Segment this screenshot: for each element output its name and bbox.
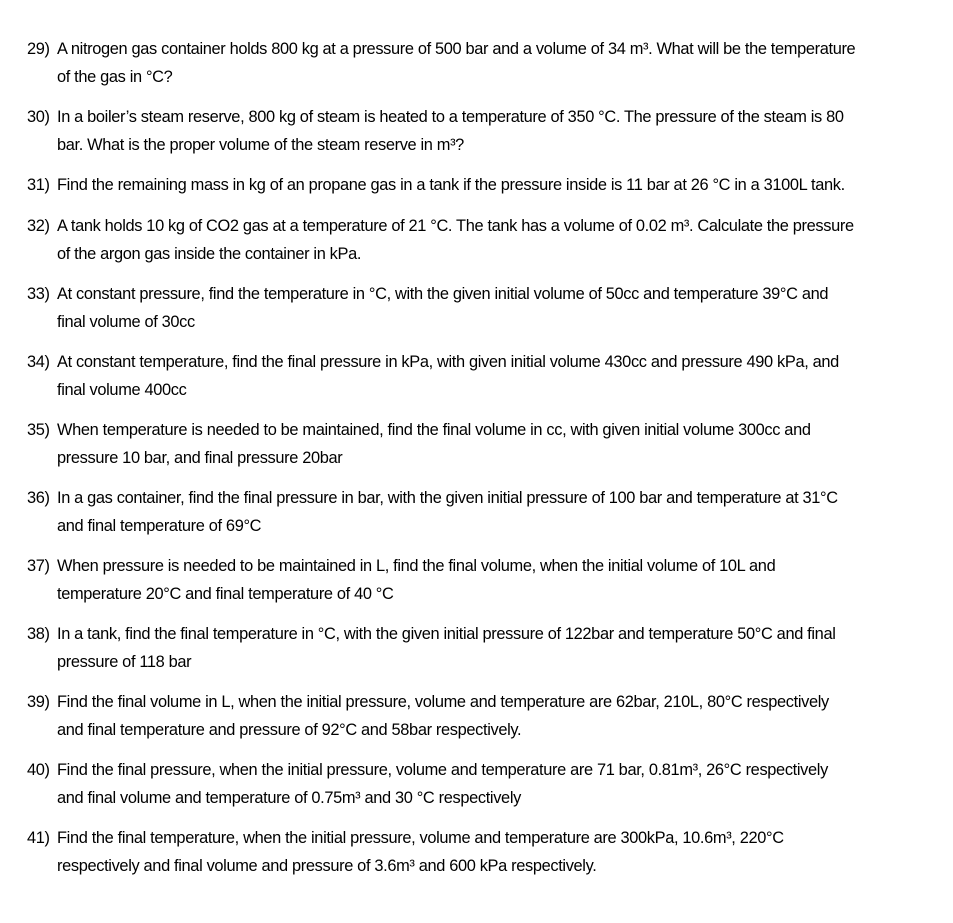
problem-text-line: In a tank, find the final temperature in °C, with the given initial pressure of 122bar and temperature 50°C and final [57, 625, 836, 643]
problem-number: 39) [27, 693, 50, 711]
problem-text [57, 281, 927, 336]
problem-item [27, 281, 927, 336]
problem-text-line: When pressure is needed to be maintained in L, find the final volume, when the initial volume of 10L and [57, 557, 776, 575]
problem-item [27, 104, 927, 159]
problem-text [57, 621, 927, 676]
problem-number: 35) [27, 421, 50, 439]
problem-text [57, 417, 927, 472]
problem-text-line: At constant temperature, find the final pressure in kPa, with given initial volume 430cc and pressure 490 kPa, and [57, 353, 839, 371]
problem-number: 40) [27, 761, 50, 779]
problem-text-line: In a boiler’s steam reserve, 800 kg of steam is heated to a temperature of 350 °C. The pressure of the steam is 80 [57, 108, 844, 126]
problem-item [27, 36, 927, 91]
problem-text-line: respectively and final volume and pressure of 3.6m³ and 600 kPa respectively. [57, 856, 597, 875]
problem-text [57, 172, 927, 200]
problem-text-line: Find the final pressure, when the initial pressure, volume and temperature are 71 bar, 0.81m³, 26°C respectively [57, 761, 828, 779]
problem-text [57, 213, 927, 268]
problem-text-line: Find the final volume in L, when the initial pressure, volume and temperature are 62bar, 210L, 80°C respectively [57, 693, 829, 711]
problem-text [57, 485, 927, 540]
problem-text-line: final volume 400cc [57, 380, 187, 399]
problem-text-line: At constant pressure, find the temperature in °C, with the given initial volume of 50cc and temperature 39°C and [57, 285, 829, 303]
problem-text [57, 825, 927, 880]
problem-text-line: final volume of 30cc [57, 312, 195, 331]
problem-text-line: A tank holds 10 kg of CO2 gas at a temperature of 21 °C. The tank has a volume of 0.02 m³. Calculate the pressure [57, 217, 854, 235]
problem-text-line: In a gas container, find the final pressure in bar, with the given initial pressure of 100 bar and temperature at 31°C [57, 489, 838, 507]
problem-number: 29) [27, 40, 50, 58]
problem-item [27, 172, 927, 200]
problem-number: 34) [27, 353, 50, 371]
problem-text-line: of the argon gas inside the container in kPa. [57, 244, 362, 263]
problem-text-line: pressure 10 bar, and final pressure 20bar [57, 448, 343, 467]
problem-text-line: Find the remaining mass in kg of an propane gas in a tank if the pressure inside is 11 bar at 26 °C in a 3100L tank. [57, 176, 845, 194]
problem-text [57, 689, 927, 744]
problem-item [27, 757, 927, 812]
problem-item [27, 621, 927, 676]
problem-text-line: Find the final temperature, when the initial pressure, volume and temperature are 300kPa, 10.6m³, 220°C [57, 829, 784, 847]
problem-number: 32) [27, 217, 50, 235]
problem-number: 41) [27, 829, 50, 847]
problem-text-line: of the gas in °C? [57, 67, 173, 86]
problem-item [27, 349, 927, 404]
problem-item [27, 417, 927, 472]
problem-text-line: pressure of 118 bar [57, 652, 192, 671]
problem-number: 31) [27, 176, 50, 194]
problem-text [57, 36, 927, 91]
problem-item [27, 485, 927, 540]
problem-text-line: temperature 20°C and final temperature of 40 °C [57, 584, 394, 603]
problem-text-line: When temperature is needed to be maintained, find the final volume in cc, with given initial volume 300cc and [57, 421, 811, 439]
problem-text [57, 757, 927, 812]
problem-text [57, 104, 927, 159]
problem-number: 38) [27, 625, 50, 643]
problem-text-line: and final temperature and pressure of 92°C and 58bar respectively. [57, 720, 522, 739]
problem-number: 36) [27, 489, 50, 507]
problem-item [27, 213, 927, 268]
problem-item [27, 689, 927, 744]
problem-text-line: and final temperature of 69°C [57, 516, 262, 535]
problem-number: 30) [27, 108, 50, 126]
problem-text [57, 553, 927, 608]
problem-number: 37) [27, 557, 50, 575]
problem-number: 33) [27, 285, 50, 303]
problem-text-line: A nitrogen gas container holds 800 kg at a pressure of 500 bar and a volume of 34 m³. What will be the temperature [57, 40, 856, 58]
problem-item [27, 553, 927, 608]
problem-item [27, 825, 927, 880]
problem-text [57, 349, 927, 404]
problem-text-line: bar. What is the proper volume of the steam reserve in m³? [57, 135, 464, 154]
problem-text-line: and final volume and temperature of 0.75m³ and 30 °C respectively [57, 788, 521, 807]
